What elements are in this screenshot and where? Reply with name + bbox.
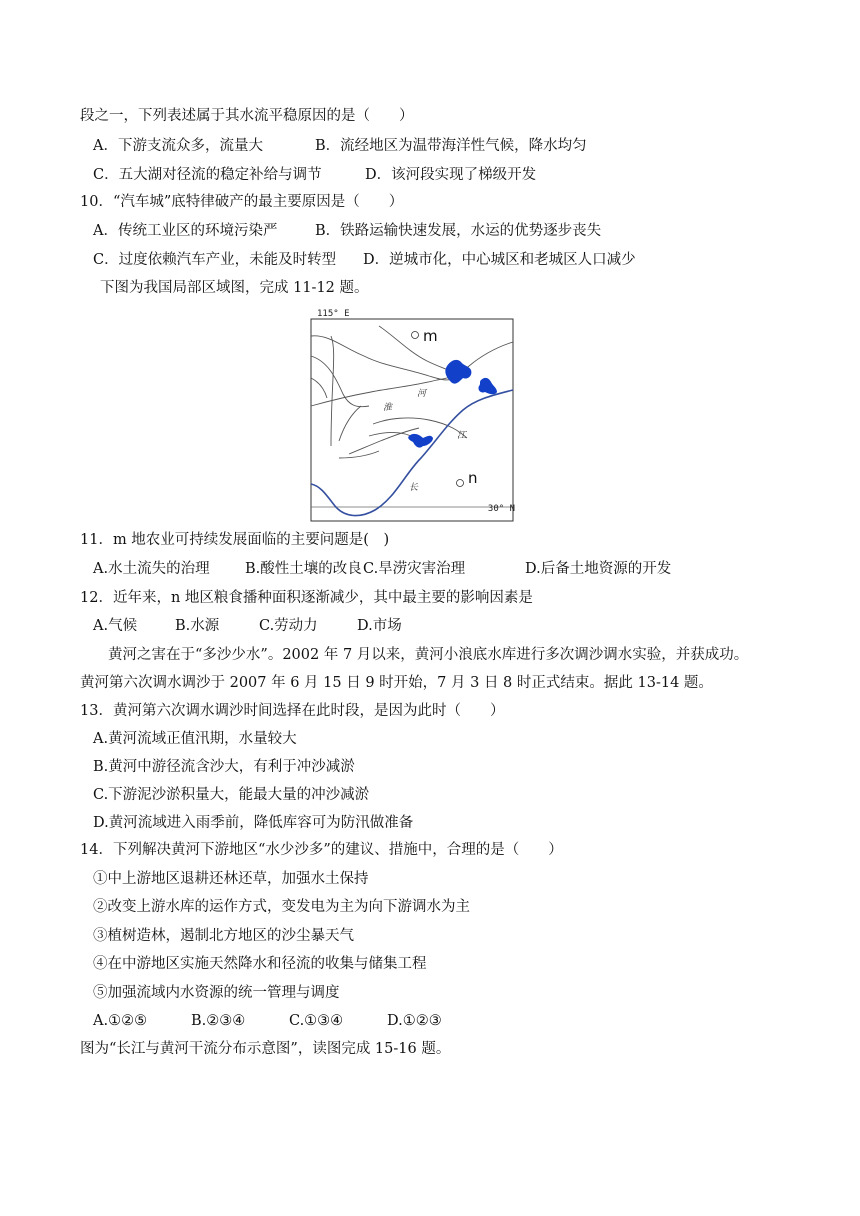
q14-item-4: ④在中游地区实施天然降水和径流的收集与储集工程 — [93, 956, 427, 972]
huai-mainstream — [311, 366, 469, 406]
q10-option-b: B．铁路运输快速发展，水运的优势逐步丧失 — [315, 223, 602, 239]
q14-option-c: C.①③④ — [289, 1013, 344, 1029]
q11-option-a: A.水土流失的治理 — [93, 561, 210, 577]
yangtze-tributary-2 — [349, 428, 419, 454]
q10-stem: 10．“汽车城”底特律破产的最主要原因是（ ） — [80, 194, 404, 210]
lat-label: 30° N — [487, 504, 515, 514]
point-m-marker — [412, 332, 419, 339]
q14-item-2: ②改变上游水库的运作方式，变发电为主为向下游调水为主 — [93, 899, 470, 915]
q12-options — [93, 616, 402, 636]
region-map — [309, 306, 515, 524]
q12-option-b: B.水源 — [175, 618, 220, 634]
q13-option-d: D.黄河流域进入雨季前，降低库容可为防汛做准备 — [93, 815, 414, 831]
q12-option-c: C.劳动力 — [259, 618, 318, 634]
q14-stem: 14．下列解决黄河下游地区“水少沙多”的建议、措施中，合理的是（ ） — [80, 842, 563, 858]
yangtze-tributary-3 — [369, 433, 415, 439]
q9-options-row1 — [93, 136, 587, 156]
q11-stem: 11．m 地农业可持续发展面临的主要问题是( ) — [80, 532, 390, 548]
q12-option-a: A.气候 — [93, 618, 138, 634]
q10-options-row2 — [93, 250, 636, 270]
huai-lower — [469, 342, 513, 366]
chang-label-2: 江 — [457, 431, 467, 441]
q13-option-c: C.下游泥沙淤积量大，能最大量的冲沙减淤 — [93, 787, 370, 803]
huai-tributary-2 — [311, 356, 369, 407]
q13-stem: 13．黄河第六次调水调沙时间选择在此时段，是因为此时（ ） — [80, 703, 505, 719]
q13-option-b: B.黄河中游径流含沙大，有利于冲沙减淤 — [93, 759, 355, 775]
intro-13-14-line1: 黄河之害在于“多沙少水”。2002 年 7 月以来，黄河小浪底水库进行多次调沙调水实验，并获成功。 — [108, 647, 749, 663]
q14-item-1: ①中上游地区退耕还林还草，加强水土保持 — [93, 871, 369, 887]
yangtze-mainstream — [311, 390, 513, 516]
yangtze-tributary-4 — [339, 451, 379, 458]
intro-11-12: 下图为我国局部区域图，完成 11-12 题。 — [100, 280, 369, 296]
q11-option-c: C.旱涝灾害治理 — [363, 561, 466, 577]
q14-option-b: B.②③④ — [191, 1013, 246, 1029]
q9-options-row2 — [93, 165, 536, 185]
q14-item-5: ⑤加强流域内水资源的统一管理与调度 — [93, 985, 340, 1001]
huai-label-1: 淮 — [383, 403, 393, 413]
q9-option-a: A．下游支流众多，流量大 — [93, 138, 263, 154]
q10-option-c: C．过度依赖汽车产业，未能及时转型 — [93, 252, 337, 268]
q9-stem-tail: 段之一，下列表述属于其水流平稳原因的是（ ） — [80, 108, 414, 124]
q14-options — [93, 1011, 442, 1031]
q12-stem: 12．近年来，n 地区粮食播种面积逐渐减少，其中最主要的影响因素是 — [80, 590, 533, 606]
q9-option-c: C．五大湖对径流的稳定补给与调节 — [93, 167, 322, 183]
q9-option-d: D．该河段实现了梯级开发 — [365, 167, 537, 183]
q11-options — [93, 559, 671, 579]
lon-label: 115° E — [317, 309, 350, 319]
q10-option-d: D．逆城市化，中心城区和老城区人口减少 — [363, 252, 636, 268]
q9-option-b: B．流经地区为温带海洋性气候，降水均匀 — [315, 138, 587, 154]
q10-option-a: A．传统工业区的环境污染严 — [93, 223, 278, 239]
q14-option-a: A.①②⑤ — [93, 1013, 148, 1029]
point-n-marker — [457, 480, 464, 487]
lake-hongze — [445, 360, 471, 384]
q13-option-a: A.黄河流域正值汛期，水量较大 — [93, 731, 297, 747]
intro-13-14-line2: 黄河第六次调水调沙于 2007 年 6 月 15 日 9 时开始，7 月 3 日 8 时正式结束。据此 13-14 题。 — [80, 675, 713, 691]
huai-label-2: 河 — [417, 389, 427, 399]
chang-label-1: 长 — [409, 483, 419, 493]
q14-item-3: ③植树造林，遏制北方地区的沙尘暴天气 — [93, 928, 354, 944]
q12-option-d: D.市场 — [357, 618, 402, 634]
point-n-label: n — [468, 469, 478, 487]
intro-15-16: 图为“长江与黄河干流分布示意图”，读图完成 15-16 题。 — [80, 1041, 451, 1057]
q10-options-row1 — [93, 221, 601, 241]
region-map-svg — [309, 306, 515, 524]
q11-option-d: D.后备土地资源的开发 — [525, 561, 672, 577]
huai-tributary-3 — [311, 378, 327, 398]
lake-gaoyou — [478, 378, 497, 394]
point-m-label: m — [423, 327, 438, 345]
lake-chaohu — [408, 434, 433, 448]
huai-tributary-4 — [331, 336, 334, 446]
huai-south-tributary — [339, 406, 361, 441]
q14-option-d: D.①②③ — [387, 1013, 442, 1029]
q11-option-b: B.酸性土壤的改良 — [245, 561, 362, 577]
